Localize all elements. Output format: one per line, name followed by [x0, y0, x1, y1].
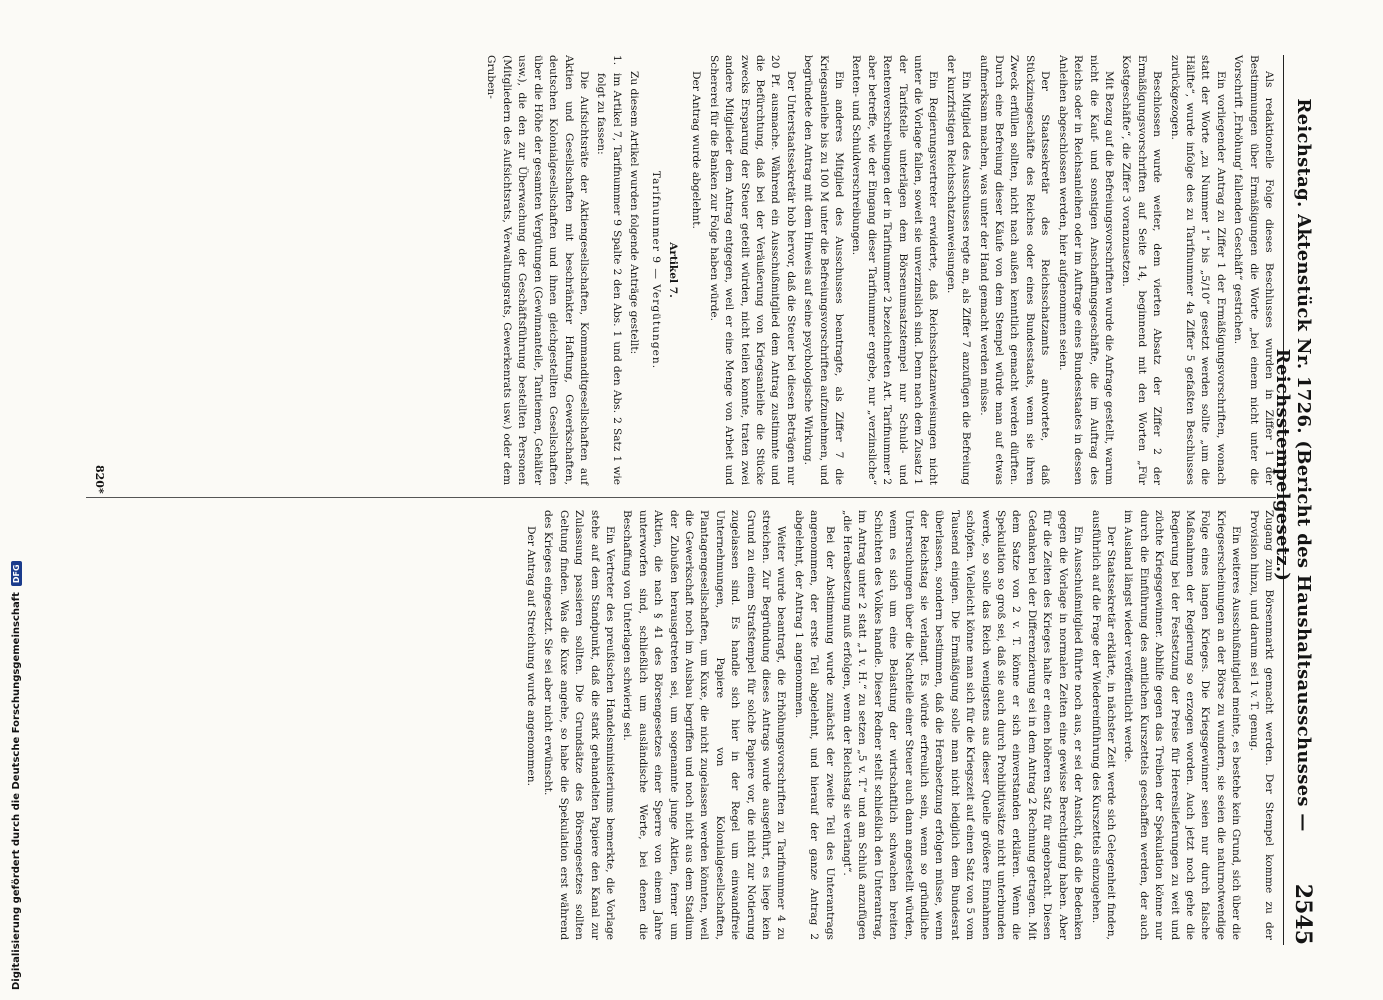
- paragraph: Zu diesem Artikel wurden folgende Anträge gestellt:: [628, 71, 641, 355]
- page-header: [1272, 55, 1318, 945]
- paragraph: Zugang zum Börsenmarkt gemacht werden. Der Stempel komme zu der Provision hinzu, und darum sei 1 v. T. genug.: [1247, 510, 1275, 940]
- page-number: 2545: [1290, 883, 1316, 945]
- paragraph: Ein vorliegender Antrag zu Ziffer 1 der Ermäßigungsvorschriften, wonach statt der Worte „zu Nummer 1“ bis „5/10“ gesetzt werden sollte „um die Hälfte“, wurde infolge des zu Tarifnummer 4a Ziffer 5 gefaßten Beschlusses zurückgezogen.: [1168, 55, 1227, 485]
- paragraph: Mit Bezug auf die Befreiungsvorschriften wurde die Anfrage gestellt, warum nicht die Kauf- und sonstigen Anschaffungsgeschäfte, die im Auftrag des Reichs oder in Reichsanleihen oder im Auftrage eines Bundesstaates in dessen Anleihen abgeschlossen werden, hier aufgenommen seien.: [1056, 55, 1115, 485]
- paragraph: Bei der Abstimmung wurde zunächst der zweite Teil des Unterantrags angenommen, der erste Teil abgelehnt, und hierauf der ganze Antrag 2 abgelehnt, der Antrag 1 angenommen.: [792, 510, 836, 940]
- page-title: Reichstag. Aktenstück Nr. 1726. (Bericht des Haushaltsausschusses — Reichsstempelgesetz.): [1272, 98, 1314, 832]
- digitization-credit-text: Digitalisierung gefördert durch die Deutsche Forschungsgemeinschaft: [11, 592, 22, 990]
- page-mark: 820*: [93, 465, 106, 494]
- right-column: [521, 510, 1277, 940]
- list-item-text: im Artikel 7, Tarifnummer 9 Spalte 2 den Abs. 1 und den Abs. 2 Satz 1 wie folgt zu fassen:: [595, 73, 623, 485]
- paragraph: Ein Mitglied des Ausschusses regte an, als Ziffer 7 anzufügen die Befreiung der kurzfristigen Reichsschatzanweisungen.: [944, 55, 973, 485]
- paragraph: Ein Ausschußmitglied führte noch aus, er sei der Ansicht, daß die Bedenken gegen die Vorlage in normalen Zeiten eine gewisse Berechtigung haben. Aber für die Zeiten des Krieges halte er einen höheren Satz für angebracht. Diesen Gedanken bei der Differenzierung sei in dem Antrag 2 Rechnung getragen. Mit dem Satze von 2 v. T. könne er sich einverstanden erklären. Wenn die Spekulation so groß sei, daß sie auch durch Prohibitivsätze nicht unterbunden werde, so solle das Reich wenigstens aus dieser Quelle größere Einnahmen schöpfen. Vielleicht könne man sich für die Kriegszeit auf einen Satz von 5 vom Tausend einigen. Die Ermäßigung solle man nicht lediglich dem Bundesrat überlassen, sondern bestimmen, daß die Herabsetzung erfolgen müsse, wenn der Reichstag sie verlangt. Es würde erfreulich sein, wenn so gründliche Untersuchungen über die Nachteile einer Steuer auch dann angestellt würden, wenn es sich um eine Belastung der wirtschaftlich schwachen breiten Schichten des Volkes handle. Dieser Redner stellt schließlich den Unterantrag, im Antrag unter 2 statt „1 v. H.“ zu setzen „5 v. T.“ und am Schluß anzufügen „die Herabsetzung muß erfolgen, wenn der Reichstag sie verlangt“.: [841, 510, 1085, 940]
- left-column: [481, 55, 1276, 485]
- paragraph: Der Antrag auf Streichung wurde angenommen.: [524, 526, 537, 786]
- paragraph: Als redaktionelle Folge dieses Beschlusses wurden in Ziffer 1 der Bestimmungen über Ermäßigungen die Worte „bei einem nicht unter die Vorschrift ‚Erhöhung' fallenden Geschäft“ gestrichen.: [1232, 55, 1275, 485]
- paragraph: Der Unterstaatssekretär hob hervor, daß die Steuer bei diesen Beträgen nur 20 Pf. ausmache. Während ein Ausschußmitglied dem Antrag zustimmte und die Befürchtung, daß bei der Veräußerung von Kriegsanleihe die Stücke zwecks Ersparung der Steuer geteilt würden, nicht teilen konnte, traten zwei andere Mitglieder dem Antrag entgegen, weil er eine Menge von Arbeit und Schererei für die Banken zur Folge haben würde.: [707, 55, 797, 485]
- section-subheading: Tarifnummer 9 — Vergütungen.: [649, 170, 662, 370]
- paragraph: Weiter wurde beantragt, die Erhöhungsvorschriften zu Tarifnummer 4 zu streichen. Zur Begründung dieses Antrags wurde ausgeführt, es liege kein Grund zu einem Strafstempel für solche Papiere vor, die nicht zur Notierung zugelassen sind. Es handle sich hier in der Regel um einwandfreie Unternehmungen, Papiere von Kolonialgesellschaften, Plantagengesellschaften, um Kuxe, die nicht zugelassen werden könnten, weil die Gewerkschaft noch im Ausbau begriffen und noch nicht aus dem Stadium der Zubußen herausgetreten sei, um sogenannte junge Aktien, ferner um Aktien, die nach § 41 des Börsengesetzes einer Sperre von einem Jahre unterworfen sind, schließlich um ausländische Werte, bei denen die Beschaffung von Unterlagen schwierig sei.: [621, 510, 788, 940]
- rotated-document-page: [83, 55, 1318, 945]
- dfg-logo-icon: DFG: [11, 561, 22, 586]
- paragraph: Die Aufsichtsräte der Aktiengesellschaften, Kommanditgesellschaften auf Aktien und Gesellschaften mit beschränkter Haftung, Gewerkschaften, deutschen Kolonialgesellschaften und ihnen gleichgestellten Gesellschaften über die Höhe der gesamten Vergütungen (Gewinnanteile, Tantiemen, Gehälter usw.), die den zur Überwachung der Geschäftsführung bestellten Personen (Mitgliedern des Aufsichtsrats, Verwaltungsrats, Gewerkenrats usw.) oder dem Gruben-: [485, 55, 590, 485]
- digitization-credit: [0, 564, 22, 1000]
- section-heading: Artikel 7.: [666, 242, 679, 298]
- column-divider: [86, 497, 1276, 498]
- paragraph: Ein Vertreter des preußischen Handelsministeriums bemerkte, die Vorlage stehe auf dem Standpunkt, daß die stark gehandelten Papiere den Kanal zur Zulassung passieren sollten. Die Grundsätze des Börsengesetzes sollten Geltung finden. Was die Kuxe angehe, so habe die Spekulation erst während des Krieges eingesetzt. Sie sei aber nicht erwünscht.: [542, 510, 616, 940]
- paragraph: Der Staatssekretär des Reichsschatzamts antwortete, daß Stückzinsgeschäfte des Reiches oder eines Bundesstaats, wenn sie ihren Zweck erfüllen sollten, nicht nach außen kenntlich gemacht werden dürften. Durch eine Befreiung dieser Käufe von dem Stempel würde man auf etwas aufmerksam machen, was unter der Hand gemacht werden müsse.: [977, 55, 1052, 485]
- paragraph: Ein Regierungsvertreter erwiderte, daß Reichsschatzanweisungen nicht unter die Vorlage fallen, soweit sie unverzinslich sind. Denn nach dem Zusatz 1 der Tarifstelle unterlägen dem Börsenumsatzstempel nur Schuld- und Rentenverschreibungen der in Tarifnummer 2 bezeichneten Art. Tarifnummer 2 aber betreffe, wie der Eingang dieser Tarifnummer ergebe, nur „verzinsliche“ Renten- und Schuldverschreibungen.: [850, 55, 940, 485]
- paragraph: Ein anderes Mitglied des Ausschusses beantragte, als Ziffer 7 die Kriegsanleihe bis zu 100 M unter die Befreiungsvorschriften aufzunehmen, und begründete den Antrag mit dem Hinweis auf seine psychologische Wirkung.: [802, 55, 846, 485]
- paragraph: Der Staatssekretär erklärte, in nächster Zeit werde sich Gelegenheit finden, ausführlich auf die Frage der Wiedereinführung des Kurszettels einzugehen.: [1089, 510, 1117, 940]
- paragraph: Der Antrag wurde abgelehnt.: [690, 71, 703, 229]
- paragraph: Beschlossen wurde weiter, dem vierten Absatz der Ziffer 2 der Ermäßigungsvorschriften auf Seite 14, beginnend mit den Worten „Für Kostgeschäfte“, die Ziffer 3 voranzusetzen.: [1120, 55, 1164, 485]
- paragraph: Ein weiteres Ausschußmitglied meinte, es bestehe kein Grund, sich über die Kriegserscheinungen an der Börse zu wundern, sie seien die naturnotwendige Folge eines langen Krieges. Die Kriegsgewinner seien nur durch falsche Maßnahmen der Regierung so erzogen worden. Auch jetzt noch gehe die Regierung bei der Festsetzung der Preise für Heereslieferungen zu weit und züchte Kriegsgewinner. Abhilfe gegen das Treiben der Spekulation könne nur durch die Einführung des amtlichen Kurszettels geschaffen werden, der auch im Ausland längst wieder veröffentlicht werde.: [1122, 510, 1243, 940]
- list-item: 1.im Artikel 7, Tarifnummer 9 Spalte 2 den Abs. 1 und den Abs. 2 Satz 1 wie folgt zu fassen:: [595, 55, 623, 485]
